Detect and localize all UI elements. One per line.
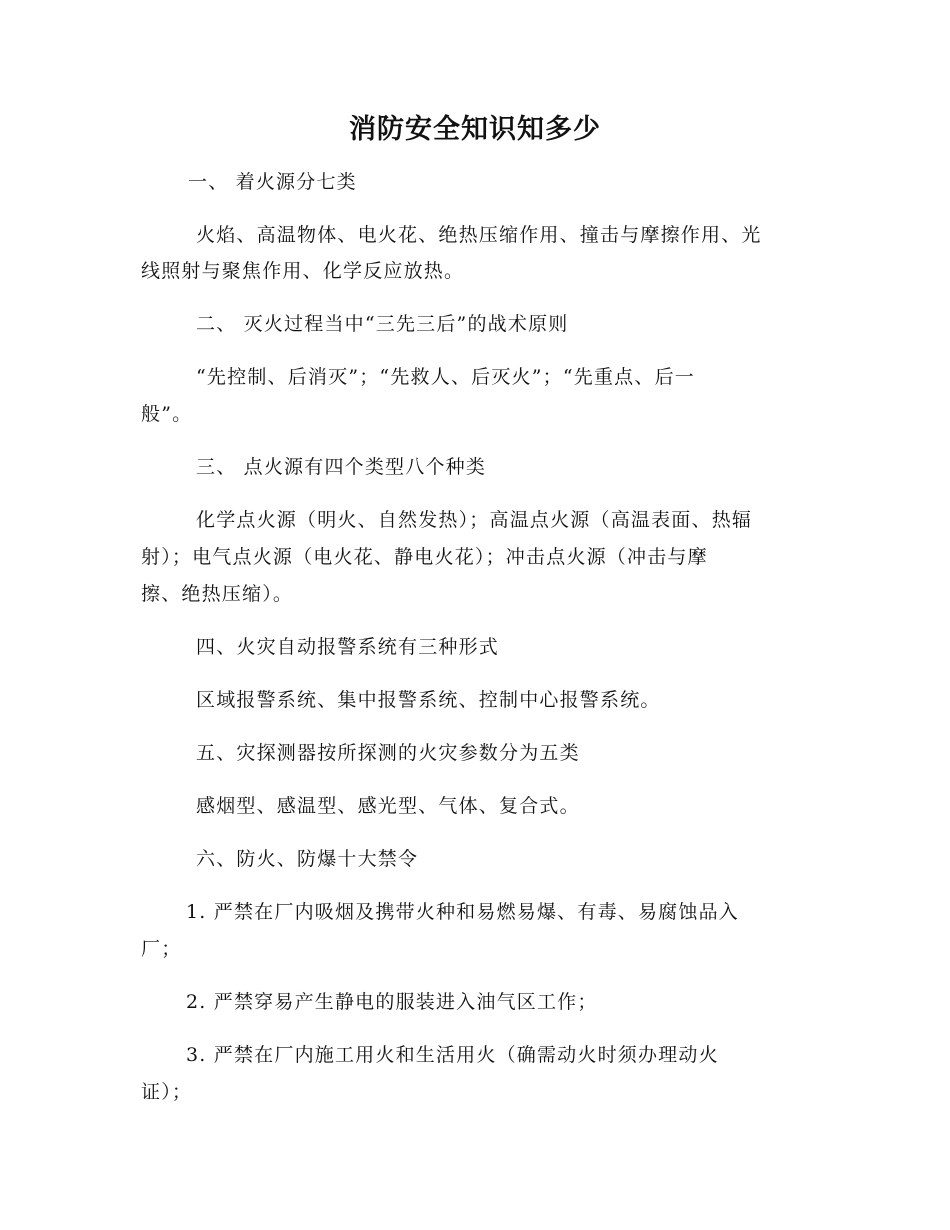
heading-6: 六、防火、防爆十大禁令: [196, 848, 419, 870]
paragraph-3-line-1: 化学点火源（明火、自然发热）；高温点火源（高温表面、热辐: [196, 509, 753, 531]
paragraph-1-line-2: 线照射与聚焦作用、化学反应放热。: [141, 260, 465, 282]
paragraph-5: 感烟型、感温型、感光型、气体、复合式。: [196, 795, 580, 817]
rule-3-line-2: 证）；: [141, 1081, 193, 1103]
rule-1-line-2: 厂；: [141, 938, 182, 960]
document-title: 消防安全知识知多少: [349, 114, 601, 145]
paragraph-3-line-2: 射）；电气点火源（电火花、静电火花）；冲击点火源（冲击与摩: [141, 546, 708, 568]
heading-5: 五、灾探测器按所探测的火灾参数分为五类: [196, 742, 580, 764]
heading-1: 一、 着火源分七类: [188, 171, 357, 193]
rule-2: 2. 严禁穿易产生静电的服装进入油气区工作；: [186, 991, 598, 1013]
heading-3: 三、 点火源有四个类型八个种类: [196, 456, 487, 478]
paragraph-3-line-3: 擦、绝热压缩）。: [141, 583, 294, 605]
rule-3-line-1: 3. 严禁在厂内施工用火和生活用火（确需动火时须办理动火: [186, 1044, 719, 1066]
paragraph-2-line-2: 般”。: [141, 403, 193, 425]
paragraph-2-line-1: “先控制、后消灭”；“先救人、后灭火”；“先重点、后一: [196, 366, 695, 388]
heading-2: 二、 灭火过程当中“三先三后”的战术原则: [196, 313, 569, 335]
rule-1-line-1: 1. 严禁在厂内吸烟及携带火种和易燃易爆、有毒、易腐蚀品入: [186, 901, 739, 923]
paragraph-1-line-1: 火焰、高温物体、电火花、绝热压缩作用、撞击与摩擦作用、光: [196, 224, 762, 246]
heading-4: 四、火灾自动报警系统有三种形式: [196, 636, 500, 658]
paragraph-4: 区域报警系统、集中报警系统、控制中心报警系统。: [196, 689, 661, 711]
